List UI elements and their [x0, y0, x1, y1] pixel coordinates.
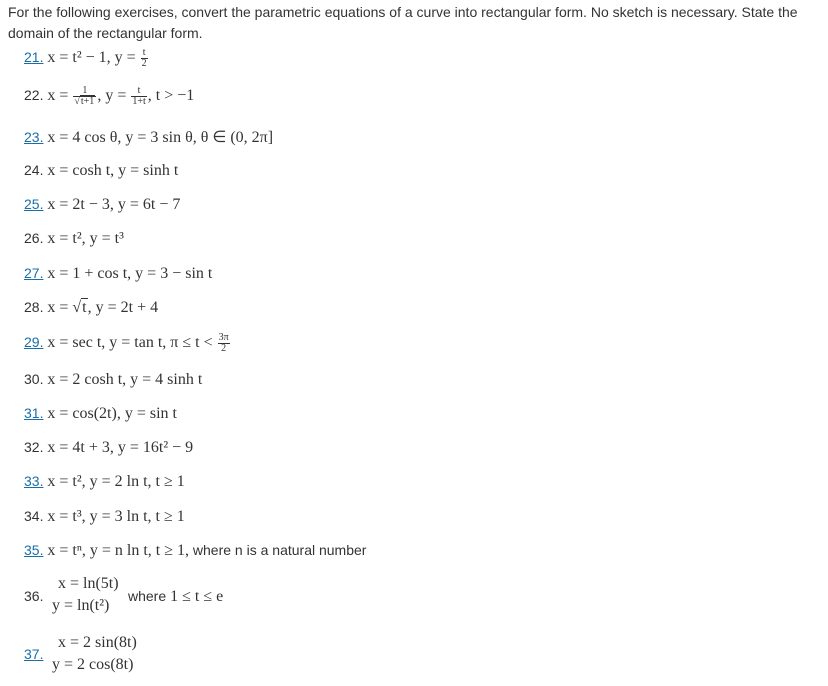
exercise-36-number: 36.: [24, 588, 44, 604]
exercise-22-x: x =: [47, 87, 73, 105]
fraction: $\frac{1}{√t+1}$: [74, 85, 95, 107]
exercise-35-note: where n is a natural number: [189, 542, 367, 558]
exercise-21-equation: x = t² − 1, y =: [47, 49, 140, 67]
exercise-30-equation: x = 2 cosh t, y = 4 sinh t: [47, 371, 203, 388]
exercise-26-equation: x = t², y = t³: [47, 230, 124, 247]
exercise-35-link[interactable]: 35.: [24, 542, 44, 558]
exercise-30: [24, 371, 202, 389]
exercise-27-equation: x = 1 + cos t, y = 3 − sin t: [47, 265, 213, 282]
exercise-31-equation: x = cos(2t), y = sin t: [47, 405, 177, 422]
exercise-37-system: [52, 632, 137, 676]
exercise-23-link[interactable]: 23.: [24, 129, 44, 145]
exercise-32-equation: x = 4t + 3, y = 16t² − 9: [47, 439, 194, 456]
exercise-36-system: [52, 573, 119, 617]
exercise-30-number: 30.: [24, 371, 44, 387]
exercise-24: [24, 162, 178, 180]
exercise-28-y: , y = 2t + 4: [87, 299, 159, 316]
instructions: For the following exercises, convert the parametric equations of a curve into rectangular form. No sketch is necessary. State the domain of the rectangular form.: [8, 4, 798, 41]
exercise-25-equation: x = 2t − 3, y = 6t − 7: [47, 196, 181, 213]
exercise-24-number: 24.: [24, 162, 44, 178]
exercise-32-number: 32.: [24, 439, 44, 455]
exercise-36-line2: y = ln(t²): [52, 597, 110, 614]
exercise-28: [24, 299, 158, 317]
exercise-37-line2: y = 2 cos(8t): [52, 656, 134, 673]
exercise-29: [24, 333, 231, 354]
exercise-24-equation: x = cosh t, y = sinh t: [47, 162, 179, 179]
exercise-35: [24, 542, 366, 560]
exercise-29-equation: x = sec t, y = tan t, π ≤ t <: [47, 334, 217, 352]
fraction: $\frac{t}{2}$: [141, 47, 147, 69]
exercise-33-link[interactable]: 33.: [24, 473, 44, 489]
exercise-28-number: 28.: [24, 299, 44, 315]
exercise-25: [24, 196, 180, 214]
exercise-28-x: x = √: [47, 299, 82, 316]
exercise-33-equation: x = t², y = 2 ln t, t ≥ 1: [47, 473, 185, 490]
exercise-23: [24, 127, 273, 147]
exercise-21: [24, 48, 149, 69]
exercise-36-domain: [128, 588, 223, 606]
exercise-29-link[interactable]: 29.: [24, 334, 44, 351]
exercise-26: [24, 230, 124, 248]
fraction: $\frac{3\pi}{2}$: [218, 332, 229, 354]
exercise-34-number: 34.: [24, 508, 44, 524]
fraction: $\frac{t}{1+t}$: [132, 85, 146, 107]
exercise-37-number-wrap: [24, 646, 43, 662]
exercise-22-number: 22.: [24, 87, 44, 104]
exercise-23-equation: x = 4 cos θ, y = 3 sin θ, θ ∈ (0, 2π]: [47, 129, 274, 146]
exercise-36-where: where: [128, 588, 167, 604]
exercise-37-line1: x = 2 sin(8t): [58, 634, 137, 651]
exercise-35-equation: x = tⁿ, y = n ln t, t ≥ 1,: [47, 542, 190, 559]
exercise-25-link[interactable]: 25.: [24, 196, 44, 212]
exercise-33: [24, 473, 185, 491]
exercise-22-y: , y =: [97, 87, 131, 105]
exercise-34-equation: x = t³, y = 3 ln t, t ≥ 1: [47, 508, 185, 525]
exercise-27-link[interactable]: 27.: [24, 265, 44, 281]
exercise-22: [24, 86, 194, 107]
exercise-31-link[interactable]: 31.: [24, 405, 44, 421]
exercise-36-condition: 1 ≤ t ≤ e: [166, 588, 224, 605]
exercise-26-number: 26.: [24, 230, 44, 246]
exercise-37-link[interactable]: 37.: [24, 646, 44, 662]
exercise-36-line1: x = ln(5t): [58, 575, 119, 592]
exercise-32: [24, 439, 193, 457]
exercise-21-link[interactable]: 21.: [24, 49, 44, 66]
exercise-34: [24, 508, 185, 526]
exercise-36-number-wrap: [24, 588, 43, 604]
sqrt-radicand: t: [82, 299, 87, 316]
exercise-22-condition: , t > −1: [147, 87, 195, 105]
exercise-27: [24, 265, 212, 283]
exercise-31: [24, 405, 177, 423]
